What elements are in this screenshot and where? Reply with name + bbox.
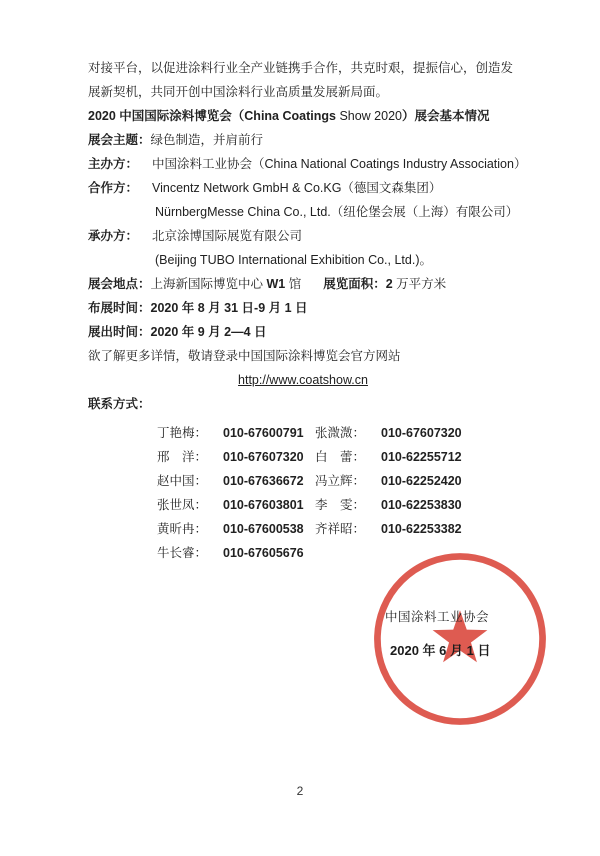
contact-phone: 010-67600538 [223, 522, 304, 536]
theme-value: 绿色制造，并肩前行 [150, 133, 264, 147]
contact-phone: 010-62253382 [381, 522, 462, 536]
undertaker-label: 承办方： [88, 229, 139, 243]
website-line [88, 368, 518, 392]
heading-bold-prefix: 2020 中国国际涂料博览会（China Coatings [88, 109, 340, 123]
undertaker-value-2: (Beijing TUBO International Exhibition Co., Ltd.)。 [155, 253, 432, 267]
heading-regular: Show 2020 [339, 109, 402, 123]
organizer-value: 中国涂料工业协会（China National Coatings Industry Association） [152, 157, 527, 171]
partner-line-1 [88, 176, 518, 200]
signature-date: 2020 年 6 月 1 日 [390, 643, 491, 658]
venue-unit: 馆 [285, 277, 302, 291]
contact-name: 黄昕冉： [157, 522, 208, 536]
open-label: 展出时间： [88, 325, 151, 339]
theme-line [88, 128, 518, 152]
intro-line-1: 对接平台，以促进涂料行业全产业链携手合作，共克时艰，提振信心，创造发 [88, 61, 514, 75]
undertaker-line-1 [88, 224, 518, 248]
contact-name: 齐祥昭： [315, 522, 366, 536]
seal-stamp-icon [364, 543, 556, 735]
contact-name: 李 雯： [315, 498, 366, 512]
venue-value: 上海新国际博览中心 [150, 277, 267, 291]
contact-row [157, 493, 462, 517]
undertaker-value-1: 北京涂博国际展览有限公司 [152, 229, 303, 243]
contact-name: 白 蕾： [315, 450, 366, 464]
contact-heading [88, 392, 518, 416]
venue-area-line [88, 272, 518, 296]
contact-phone: 010-62252420 [381, 474, 462, 488]
partner-value-2: NürnbergMesse China Co., Ltd.（纽伦堡会展（上海）有限公司） [155, 205, 519, 219]
contact-row [157, 469, 462, 493]
more-info-line: 欲了解更多详情，敬请登录中国国际涂料博览会官方网站 [88, 349, 401, 363]
contact-name: 牛长睿： [157, 546, 208, 560]
contact-name: 张溦溦： [315, 426, 366, 440]
website-link: http://www.coatshow.cn [238, 373, 368, 387]
contact-row [157, 517, 462, 541]
area-unit: 万平方米 [392, 277, 447, 291]
contact-phone: 010-67605676 [223, 546, 304, 560]
open-time-line [88, 320, 518, 344]
contact-phone: 010-62253830 [381, 498, 462, 512]
contact-name: 邢 洋： [157, 450, 208, 464]
partner-value-1: Vincentz Network GmbH & Co.KG（德国文森集团） [152, 181, 442, 195]
partner-line-2 [88, 200, 518, 224]
setup-value: 2020 年 8 月 31 日-9 月 1 日 [150, 301, 308, 315]
contact-phone: 010-67607320 [223, 450, 304, 464]
open-value: 2020 年 9 月 2—4 日 [150, 325, 267, 339]
theme-label: 展会主题： [88, 133, 151, 147]
contact-name: 丁艳梅： [157, 426, 208, 440]
area-value: 2 [385, 277, 393, 291]
section-heading [88, 104, 518, 128]
setup-label: 布展时间： [88, 301, 151, 315]
contact-name: 张世凤： [157, 498, 208, 512]
contact-name: 冯立辉： [315, 474, 366, 488]
contact-phone: 010-67607320 [381, 426, 462, 440]
setup-time-line [88, 296, 518, 320]
contact-row [157, 421, 462, 445]
heading-bold-suffix: ）展会基本情况 [402, 109, 490, 123]
organizer-label: 主办方： [88, 157, 139, 171]
intro-line-2: 展新契机，共同开创中国涂料行业高质量发展新局面。 [88, 85, 389, 99]
organizer-line [88, 152, 527, 176]
contact-phone: 010-67603801 [223, 498, 304, 512]
partner-label: 合作方： [88, 181, 139, 195]
contact-phone: 010-67636672 [223, 474, 304, 488]
venue-hall: W1 [266, 277, 286, 291]
undertaker-line-2 [88, 248, 518, 272]
contact-name: 赵中国： [157, 474, 208, 488]
signature-org: 中国涂料工业协会 [385, 610, 490, 624]
area-label: 展览面积： [323, 277, 386, 291]
document-body [88, 56, 527, 416]
contact-phone: 010-62255712 [381, 450, 462, 464]
page-number: 2 [296, 784, 304, 798]
venue-label: 展会地点： [88, 277, 151, 291]
contact-row [157, 445, 462, 469]
official-seal [364, 543, 556, 735]
contact-phone: 010-67600791 [223, 426, 304, 440]
contact-heading-label: 联系方式： [88, 397, 151, 411]
